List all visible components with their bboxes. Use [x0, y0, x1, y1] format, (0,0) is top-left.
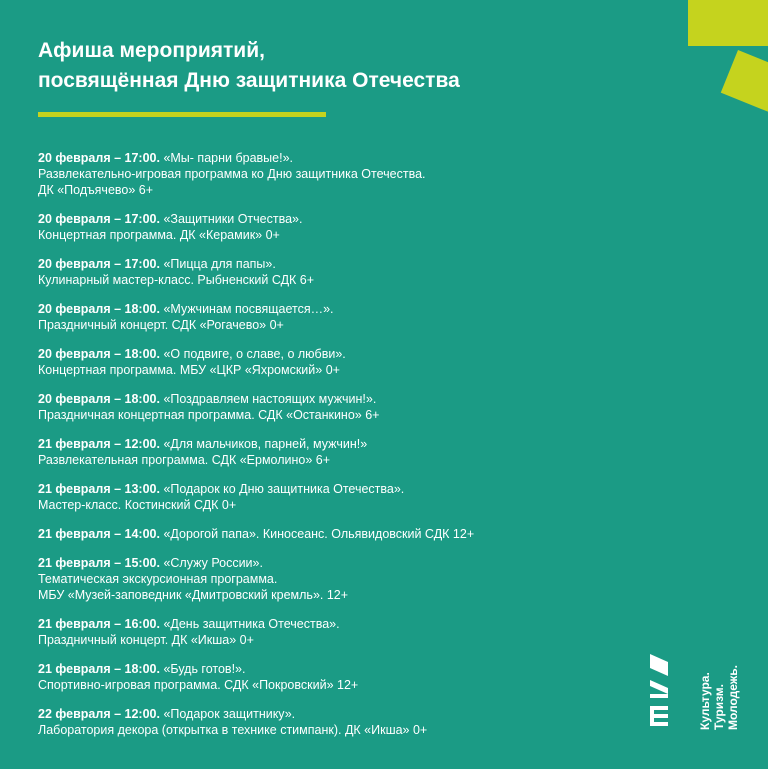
event-item: [38, 301, 638, 333]
event-headline: [38, 150, 638, 166]
event-headline: [38, 346, 638, 362]
event-title: «Мы- парни бравые!».: [163, 151, 293, 165]
event-datetime: 21 февраля – 14:00.: [38, 527, 160, 541]
event-details: ДК «Подъячево» 6+: [38, 183, 154, 197]
event-item: [38, 481, 638, 513]
event-headline: [38, 256, 638, 272]
event-item: [38, 150, 638, 198]
slogan-line-2: Туризм.: [712, 684, 726, 730]
event-title: «Будь готов!».: [163, 662, 246, 676]
event-title: «Мужчинам посвящается…».: [163, 302, 334, 316]
event-datetime: 20 февраля – 18:00.: [38, 302, 160, 316]
event-datetime: 21 февраля – 15:00.: [38, 556, 160, 570]
event-headline: [38, 526, 638, 542]
event-datetime: 21 февраля – 16:00.: [38, 617, 160, 631]
event-details: Тематическая экскурсионная программа.: [38, 572, 278, 586]
event-item: [38, 436, 638, 468]
event-item: [38, 555, 638, 603]
events-list: [38, 150, 638, 751]
event-item: [38, 526, 638, 542]
event-title: «Для мальчиков, парней, мужчин!»: [163, 437, 368, 451]
event-title: «Дорогой папа». Киносеанс. Ольявидовский СДК 12+: [163, 527, 475, 541]
event-item: [38, 256, 638, 288]
title-line-2: посвящённая Дню защитника Отечества: [38, 69, 460, 92]
event-details: Мастер-класс. Костинский СДК 0+: [38, 498, 237, 512]
page-title: [38, 36, 460, 96]
event-details: Концертная программа. МБУ «ЦКР «Яхромский» 0+: [38, 363, 340, 377]
slogan-line-3: Молодежь.: [726, 664, 740, 730]
event-headline: [38, 436, 638, 452]
event-title: «Служу России».: [163, 556, 263, 570]
event-headline: [38, 706, 638, 722]
accent-shape-right: [721, 50, 768, 119]
event-title: «Подарок защитнику».: [163, 707, 296, 721]
event-details: Праздничный концерт. ДК «Икша» 0+: [38, 633, 254, 647]
event-title: «Поздравляем настоящих мужчин!».: [163, 392, 377, 406]
event-details: Праздничный концерт. СДК «Рогачево» 0+: [38, 318, 284, 332]
ktm-logo-icon: [648, 650, 670, 730]
event-title: «Защитники Отчества».: [163, 212, 303, 226]
event-datetime: 20 февраля – 18:00.: [38, 347, 160, 361]
event-datetime: 21 февраля – 18:00.: [38, 662, 160, 676]
event-details: Спортивно-игровая программа. СДК «Покровский» 12+: [38, 678, 359, 692]
event-datetime: 21 февраля – 13:00.: [38, 482, 160, 496]
event-headline: [38, 481, 638, 497]
event-title: «О подвиге, о славе, о любви».: [163, 347, 346, 361]
event-datetime: 22 февраля – 12:00.: [38, 707, 160, 721]
event-headline: [38, 301, 638, 317]
event-details: Кулинарный мастер-класс. Рыбненский СДК 6+: [38, 273, 315, 287]
event-details: МБУ «Музей-заповедник «Дмитровский кремль». 12+: [38, 588, 349, 602]
event-details: Развлекательно-игровая программа ко Дню защитника Отечества.: [38, 167, 426, 181]
event-details: Концертная программа. ДК «Керамик» 0+: [38, 228, 280, 242]
brand-block: [648, 650, 740, 732]
event-title: «Пицца для папы».: [163, 257, 276, 271]
event-title: «Подарок ко Дню защитника Отечества».: [163, 482, 405, 496]
accent-shape-top: [688, 0, 768, 46]
event-datetime: 20 февраля – 17:00.: [38, 212, 160, 226]
event-item: [38, 706, 638, 738]
event-datetime: 20 февраля – 17:00.: [38, 257, 160, 271]
event-title: «День защитника Отечества».: [163, 617, 340, 631]
event-item: [38, 391, 638, 423]
event-item: [38, 616, 638, 648]
title-underline: [38, 112, 326, 117]
event-details: Праздничная концертная программа. СДК «Останкино» 6+: [38, 408, 380, 422]
event-datetime: 20 февраля – 17:00.: [38, 151, 160, 165]
event-item: [38, 661, 638, 693]
slogan-line-1: Культура.: [698, 672, 712, 730]
event-headline: [38, 661, 638, 677]
event-headline: [38, 616, 638, 632]
event-details: Развлекательная программа. СДК «Ермолино» 6+: [38, 453, 331, 467]
event-details: Лаборатория декора (открытка в технике стимпанк). ДК «Икша» 0+: [38, 723, 428, 737]
brand-slogan: [698, 630, 740, 730]
event-datetime: 21 февраля – 12:00.: [38, 437, 160, 451]
event-datetime: 20 февраля – 18:00.: [38, 392, 160, 406]
event-headline: [38, 391, 638, 407]
event-headline: [38, 211, 638, 227]
event-item: [38, 211, 638, 243]
title-line-1: Афиша мероприятий,: [38, 39, 265, 62]
event-item: [38, 346, 638, 378]
event-headline: [38, 555, 638, 571]
